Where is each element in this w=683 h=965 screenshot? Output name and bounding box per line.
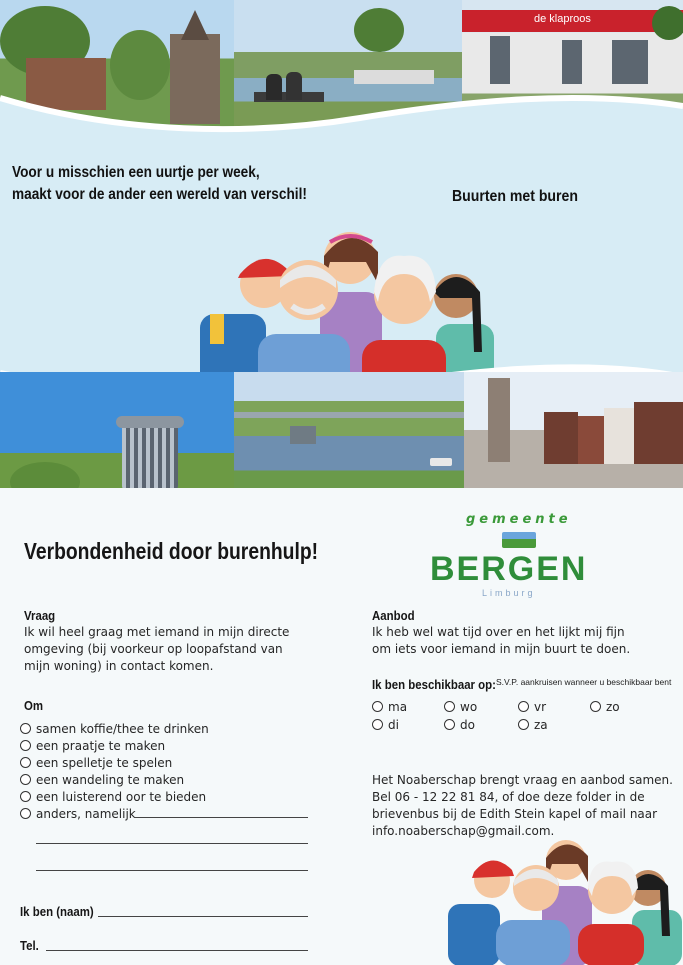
checkbox-circle[interactable] bbox=[518, 719, 529, 730]
day-di[interactable] bbox=[372, 718, 399, 732]
day-label: vr bbox=[534, 700, 547, 714]
reply-form-panel bbox=[0, 488, 683, 965]
info-line-1: Het Noaberschap brengt vraag en aanbod samen. bbox=[372, 773, 673, 787]
aanbod-line-2: om iets voor iemand in mijn buurt te doen. bbox=[372, 642, 631, 656]
contact-info bbox=[372, 772, 673, 840]
checkbox-circle[interactable] bbox=[20, 740, 31, 751]
logo-landscape-icon bbox=[502, 532, 536, 548]
aanbod-heading: Aanbod bbox=[372, 608, 415, 623]
option-praatje[interactable] bbox=[20, 739, 165, 753]
tel-label: Tel. bbox=[20, 938, 39, 953]
option-wandeling[interactable] bbox=[20, 773, 184, 787]
checkbox-circle[interactable] bbox=[372, 701, 383, 712]
name-label: Ik ben (naam) bbox=[20, 904, 94, 919]
anders-input-line[interactable] bbox=[134, 817, 308, 818]
om-heading: Om bbox=[24, 698, 44, 713]
option-koffie[interactable] bbox=[20, 722, 209, 736]
day-label: wo bbox=[460, 700, 478, 714]
checkbox-circle[interactable] bbox=[590, 701, 601, 712]
anders-input-line-3[interactable] bbox=[36, 870, 308, 871]
logo-limburg-text: Limburg bbox=[482, 588, 536, 598]
availability-note: S.V.P. aankruisen wanneer u beschikbaar bent bbox=[496, 677, 672, 687]
day-ma[interactable] bbox=[372, 700, 407, 714]
day-za[interactable] bbox=[518, 718, 548, 732]
checkbox-circle[interactable] bbox=[20, 723, 31, 734]
option-label: een praatje te maken bbox=[36, 739, 166, 753]
lookout-tower-photo bbox=[0, 372, 234, 488]
vraag-line-2: omgeving (bij voorkeur op loopafstand van bbox=[24, 642, 283, 656]
checkbox-circle[interactable] bbox=[20, 808, 31, 819]
anders-input-line-2[interactable] bbox=[36, 843, 308, 844]
headline bbox=[12, 162, 307, 206]
option-label: samen koffie/thee te drinken bbox=[36, 722, 209, 736]
option-label: een wandeling te maken bbox=[36, 773, 185, 787]
option-label: anders, namelijk bbox=[36, 807, 136, 821]
day-label: za bbox=[534, 718, 548, 732]
availability-heading bbox=[372, 674, 672, 693]
checkbox-circle[interactable] bbox=[20, 791, 31, 802]
aanbod-text bbox=[372, 624, 630, 658]
day-label: ma bbox=[388, 700, 408, 714]
town-square-photo bbox=[464, 372, 683, 488]
day-do[interactable] bbox=[444, 718, 475, 732]
checkbox-circle[interactable] bbox=[20, 774, 31, 785]
vraag-line-1: Ik wil heel graag met iemand in mijn directe bbox=[24, 625, 290, 639]
info-line-3: brievenbus bij de Edith Stein kapel of mail naar bbox=[372, 807, 658, 821]
option-luisterend-oor[interactable] bbox=[20, 790, 206, 804]
headline-line-1: Voor u misschien een uurtje per week, bbox=[12, 164, 260, 181]
vraag-heading: Vraag bbox=[24, 608, 56, 623]
vraag-text bbox=[24, 624, 289, 675]
top-wave-divider bbox=[0, 84, 683, 154]
day-wo[interactable] bbox=[444, 700, 477, 714]
option-label: een spelletje te spelen bbox=[36, 756, 173, 770]
shop-sign-text: de klaproos bbox=[534, 13, 591, 25]
availability-title: Ik ben beschikbaar op: bbox=[372, 677, 496, 692]
gemeente-bergen-logo bbox=[430, 510, 610, 610]
logo-bergen-text: BERGEN bbox=[430, 550, 588, 588]
logo-gemeente-text: gemeente bbox=[466, 512, 572, 527]
form-title: Verbondenheid door burenhulp! bbox=[24, 538, 319, 564]
checkbox-circle[interactable] bbox=[444, 719, 455, 730]
checkbox-circle[interactable] bbox=[20, 757, 31, 768]
name-input-line[interactable] bbox=[98, 916, 308, 917]
checkbox-circle[interactable] bbox=[518, 701, 529, 712]
day-label: di bbox=[388, 718, 399, 732]
day-zo[interactable] bbox=[590, 700, 620, 714]
checkbox-circle[interactable] bbox=[372, 719, 383, 730]
option-spelletje[interactable] bbox=[20, 756, 172, 770]
info-line-4: info.noaberschap@gmail.com. bbox=[372, 824, 555, 838]
day-vr[interactable] bbox=[518, 700, 546, 714]
aanbod-line-1: Ik heb wel wat tijd over en het lijkt mij fijn bbox=[372, 625, 625, 639]
vraag-line-3: mijn woning) in contact komen. bbox=[24, 659, 214, 673]
info-line-2: Bel 06 - 12 22 81 84, of doe deze folder in de bbox=[372, 790, 645, 804]
day-label: zo bbox=[606, 700, 620, 714]
option-label: een luisterend oor te bieden bbox=[36, 790, 207, 804]
people-illustration-small bbox=[440, 836, 683, 965]
checkbox-circle[interactable] bbox=[444, 701, 455, 712]
tagline: Buurten met buren bbox=[452, 188, 578, 205]
option-anders[interactable] bbox=[20, 807, 136, 821]
river-bridge-photo bbox=[234, 372, 464, 488]
headline-line-2: maakt voor de ander een wereld van verschil! bbox=[12, 186, 307, 203]
day-label: do bbox=[460, 718, 475, 732]
tel-input-line[interactable] bbox=[46, 950, 308, 951]
